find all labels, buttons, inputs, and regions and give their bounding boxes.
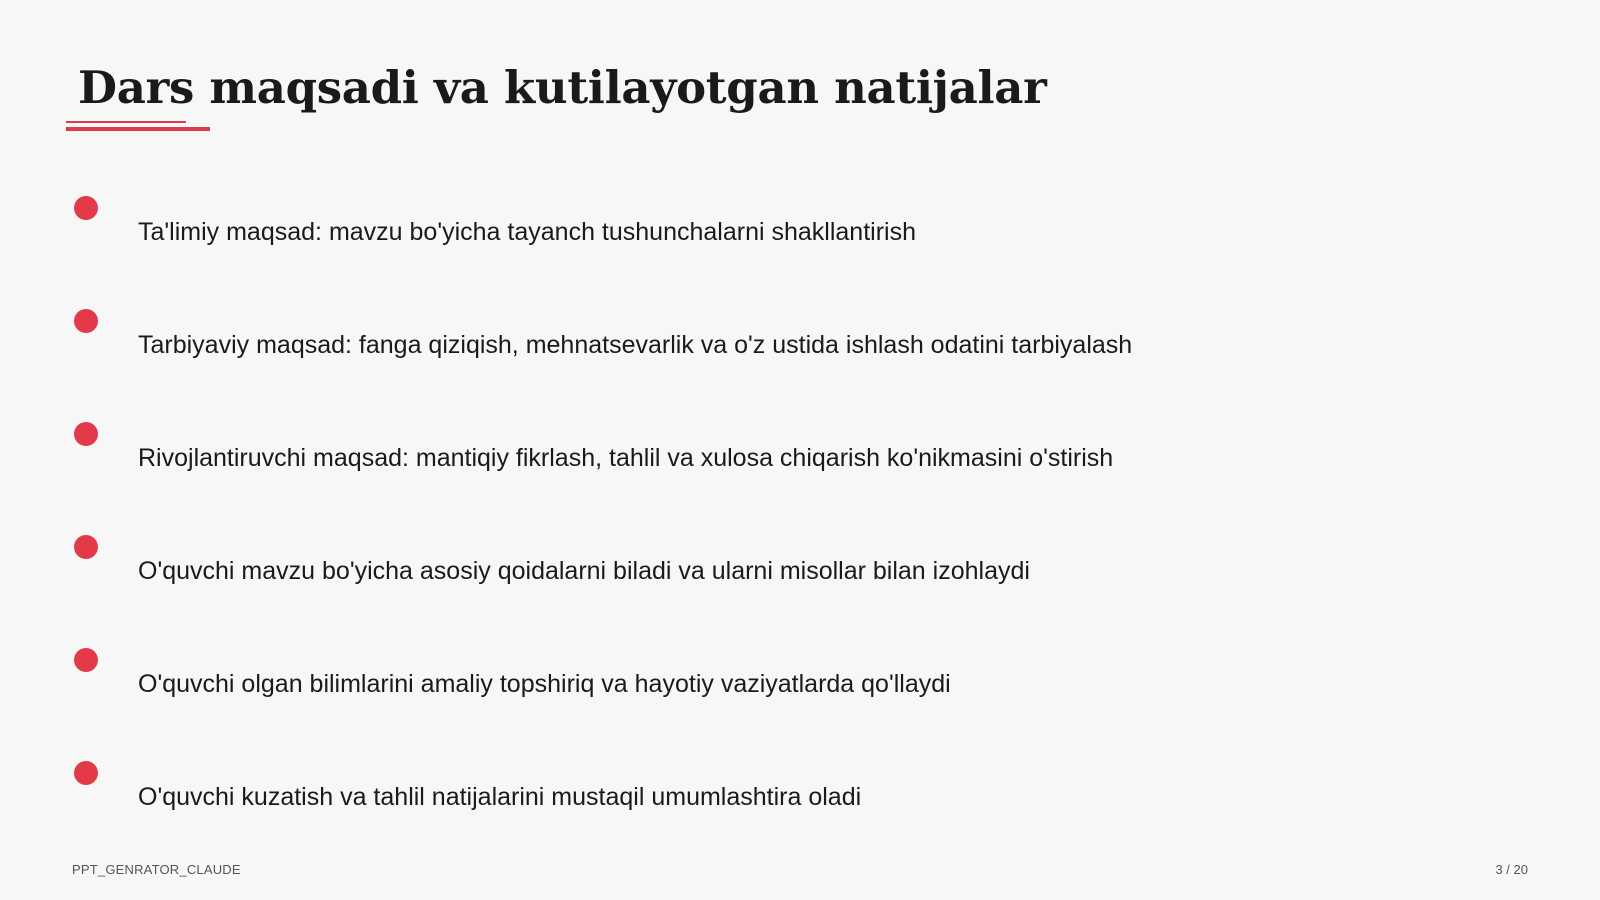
list-item [0,422,1400,482]
list-item [0,196,1400,256]
bullet-dot-icon [74,761,98,785]
bullet-text: Rivojlantiruvchi maqsad: mantiqiy fikrlash, tahlil va xulosa chiqarish ko'nikmasini o'stirish [138,444,1114,472]
bullet-text: O'quvchi olgan bilimlarini amaliy topshiriq va hayotiy vaziyatlarda qo'llaydi [138,670,951,698]
slide-title: Dars maqsadi va kutilayotgan natijalar [78,61,1047,114]
page-indicator: 3 / 20 [1495,862,1528,877]
list-item [0,309,1400,369]
bullet-dot-icon [74,422,98,446]
bullet-text: Tarbiyaviy maqsad: fanga qiziqish, mehnatsevarlik va o'z ustida ishlash odatini tarbiyalash [138,331,1133,359]
bullet-text: O'quvchi kuzatish va tahlil natijalarini mustaqil umumlashtira oladi [138,783,862,811]
list-item [0,648,1400,708]
bullet-dot-icon [74,196,98,220]
bullet-dot-icon [74,309,98,333]
bullet-text: Ta'limiy maqsad: mavzu bo'yicha tayanch tushunchalarni shakllantirish [138,218,916,246]
footer-label: PPT_GENRATOR_CLAUDE [72,862,241,877]
bullet-text: O'quvchi mavzu bo'yicha asosiy qoidalarni biladi va ularni misollar bilan izohlaydi [138,557,1030,585]
bullet-dot-icon [74,648,98,672]
bullet-dot-icon [74,535,98,559]
list-item [0,761,1400,821]
list-item [0,535,1400,595]
